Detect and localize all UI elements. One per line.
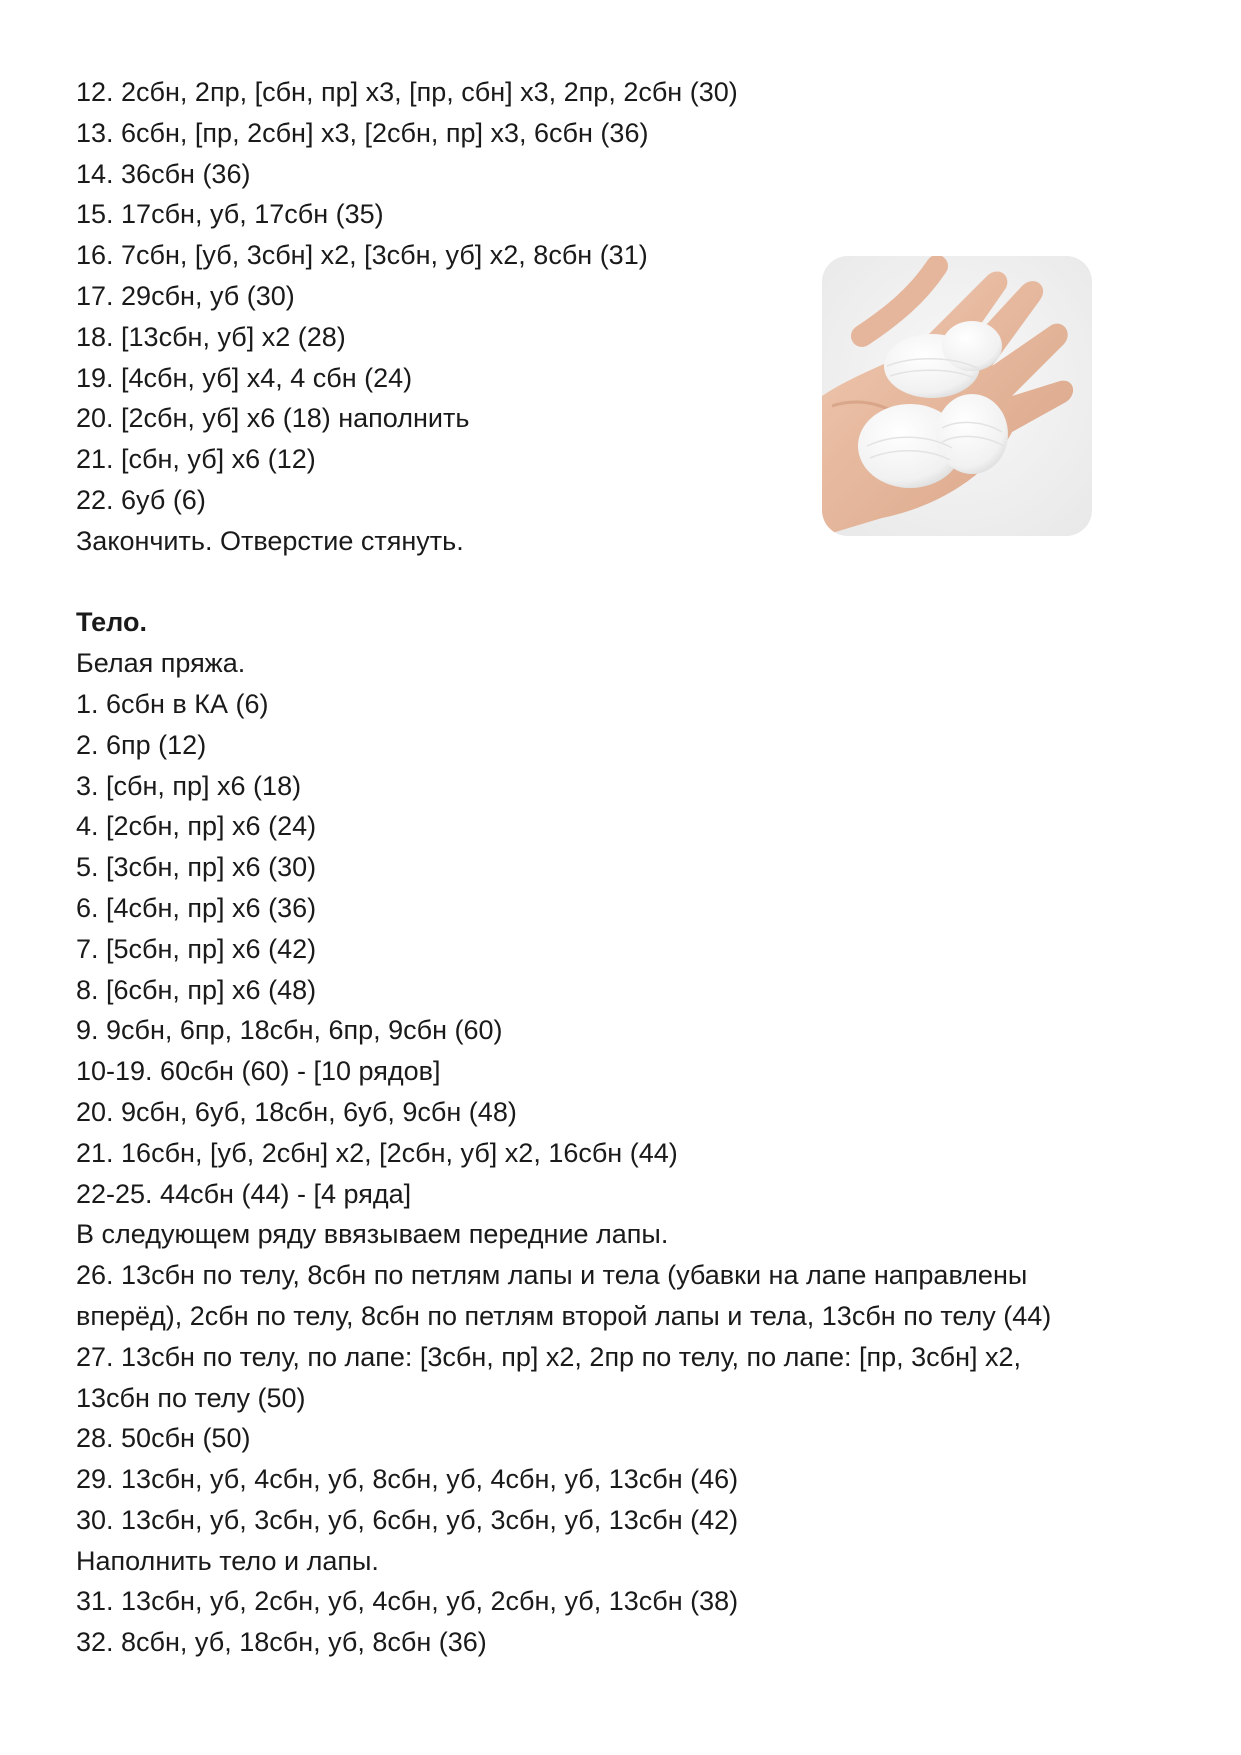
- pattern-row-continuation: 13сбн по телу (50): [76, 1382, 306, 1413]
- pattern-row: 17. 29сбн, уб (30): [76, 280, 295, 311]
- pattern-row: 28. 50сбн (50): [76, 1423, 251, 1454]
- pattern-row: 21. [сбн, уб] х6 (12): [76, 444, 316, 475]
- pattern-row-continuation: вперёд), 2сбн по телу, 8сбн по петлям второй лапы и тела, 13сбн по телу (44): [76, 1300, 1052, 1331]
- section-title: Тело.: [76, 607, 147, 638]
- pattern-row: 20. 9сбн, 6уб, 18сбн, 6уб, 9сбн (48): [76, 1096, 517, 1127]
- instruction-note: Наполнить тело и лапы.: [76, 1545, 379, 1576]
- pattern-row: 13. 6сбн, [пр, 2сбн] х3, [2сбн, пр] х3, 6сбн (36): [76, 117, 649, 148]
- pattern-row: 3. [сбн, пр] х6 (18): [76, 770, 302, 801]
- pattern-row: 32. 8сбн, уб, 18сбн, уб, 8сбн (36): [76, 1627, 487, 1658]
- pattern-row: 14. 36сбн (36): [76, 158, 251, 189]
- pattern-row: 26. 13сбн по телу, 8сбн по петлям лапы и тела (убавки на лапе направлены: [76, 1260, 1028, 1291]
- body-section: [76, 602, 1186, 1663]
- pattern-row: 9. 9сбн, 6пр, 18сбн, 6пр, 9сбн (60): [76, 1015, 503, 1046]
- pattern-row: 10-19. 60сбн (60) - [10 рядов]: [76, 1056, 441, 1087]
- pattern-row: 7. [5сбн, пр] х6 (42): [76, 933, 317, 964]
- pattern-row: 6. [4сбн, пр] х6 (36): [76, 892, 317, 923]
- pattern-row: 21. 16сбн, [уб, 2сбн] х2, [2сбн, уб] х2, 16сбн (44): [76, 1137, 678, 1168]
- yarn-note: Белая пряжа.: [76, 648, 246, 679]
- pattern-row: 8. [6сбн, пр] х6 (48): [76, 974, 317, 1005]
- pattern-row: 22-25. 44сбн (44) - [4 ряда]: [76, 1178, 412, 1209]
- pattern-row: 12. 2сбн, 2пр, [сбн, пр] х3, [пр, сбн] х3, 2пр, 2сбн (30): [76, 77, 738, 107]
- pattern-row: 2. 6пр (12): [76, 729, 207, 760]
- pattern-row: 31. 13сбн, уб, 2сбн, уб, 4сбн, уб, 2сбн, уб, 13сбн (38): [76, 1586, 739, 1617]
- pattern-row: Закончить. Отверстие стянуть.: [76, 525, 464, 556]
- spacer: [76, 562, 1186, 603]
- pattern-row: 27. 13сбн по телу, по лапе: [3сбн, пр] х2, 2пр по телу, по лапе: [пр, 3сбн] х2,: [76, 1341, 1022, 1372]
- pattern-row: 15. 17сбн, уб, 17сбн (35): [76, 199, 384, 230]
- pattern-row: 19. [4сбн, уб] х4, 4 сбн (24): [76, 362, 413, 393]
- pattern-row: 1. 6сбн в КА (6): [76, 688, 269, 719]
- pattern-row: 30. 13сбн, уб, 3сбн, уб, 6сбн, уб, 3сбн, уб, 13сбн (42): [76, 1504, 739, 1535]
- pattern-row: 5. [3сбн, пр] х6 (30): [76, 852, 317, 883]
- pattern-row: 29. 13сбн, уб, 4сбн, уб, 8сбн, уб, 4сбн, уб, 13сбн (46): [76, 1464, 739, 1495]
- instruction-note: В следующем ряду ввязываем передние лапы.: [76, 1219, 669, 1250]
- pattern-row: 20. [2сбн, уб] х6 (18) наполнить: [76, 403, 470, 434]
- pattern-row: 16. 7сбн, [уб, 3сбн] х2, [3сбн, уб] х2, 8сбн (31): [76, 240, 648, 271]
- pattern-row: 4. [2сбн, пр] х6 (24): [76, 811, 317, 842]
- pattern-row: 18. [13сбн, уб] х2 (28): [76, 321, 346, 352]
- pattern-row: 22. 6уб (6): [76, 484, 206, 515]
- hand-holding-crochet-paws-photo: [822, 256, 1092, 536]
